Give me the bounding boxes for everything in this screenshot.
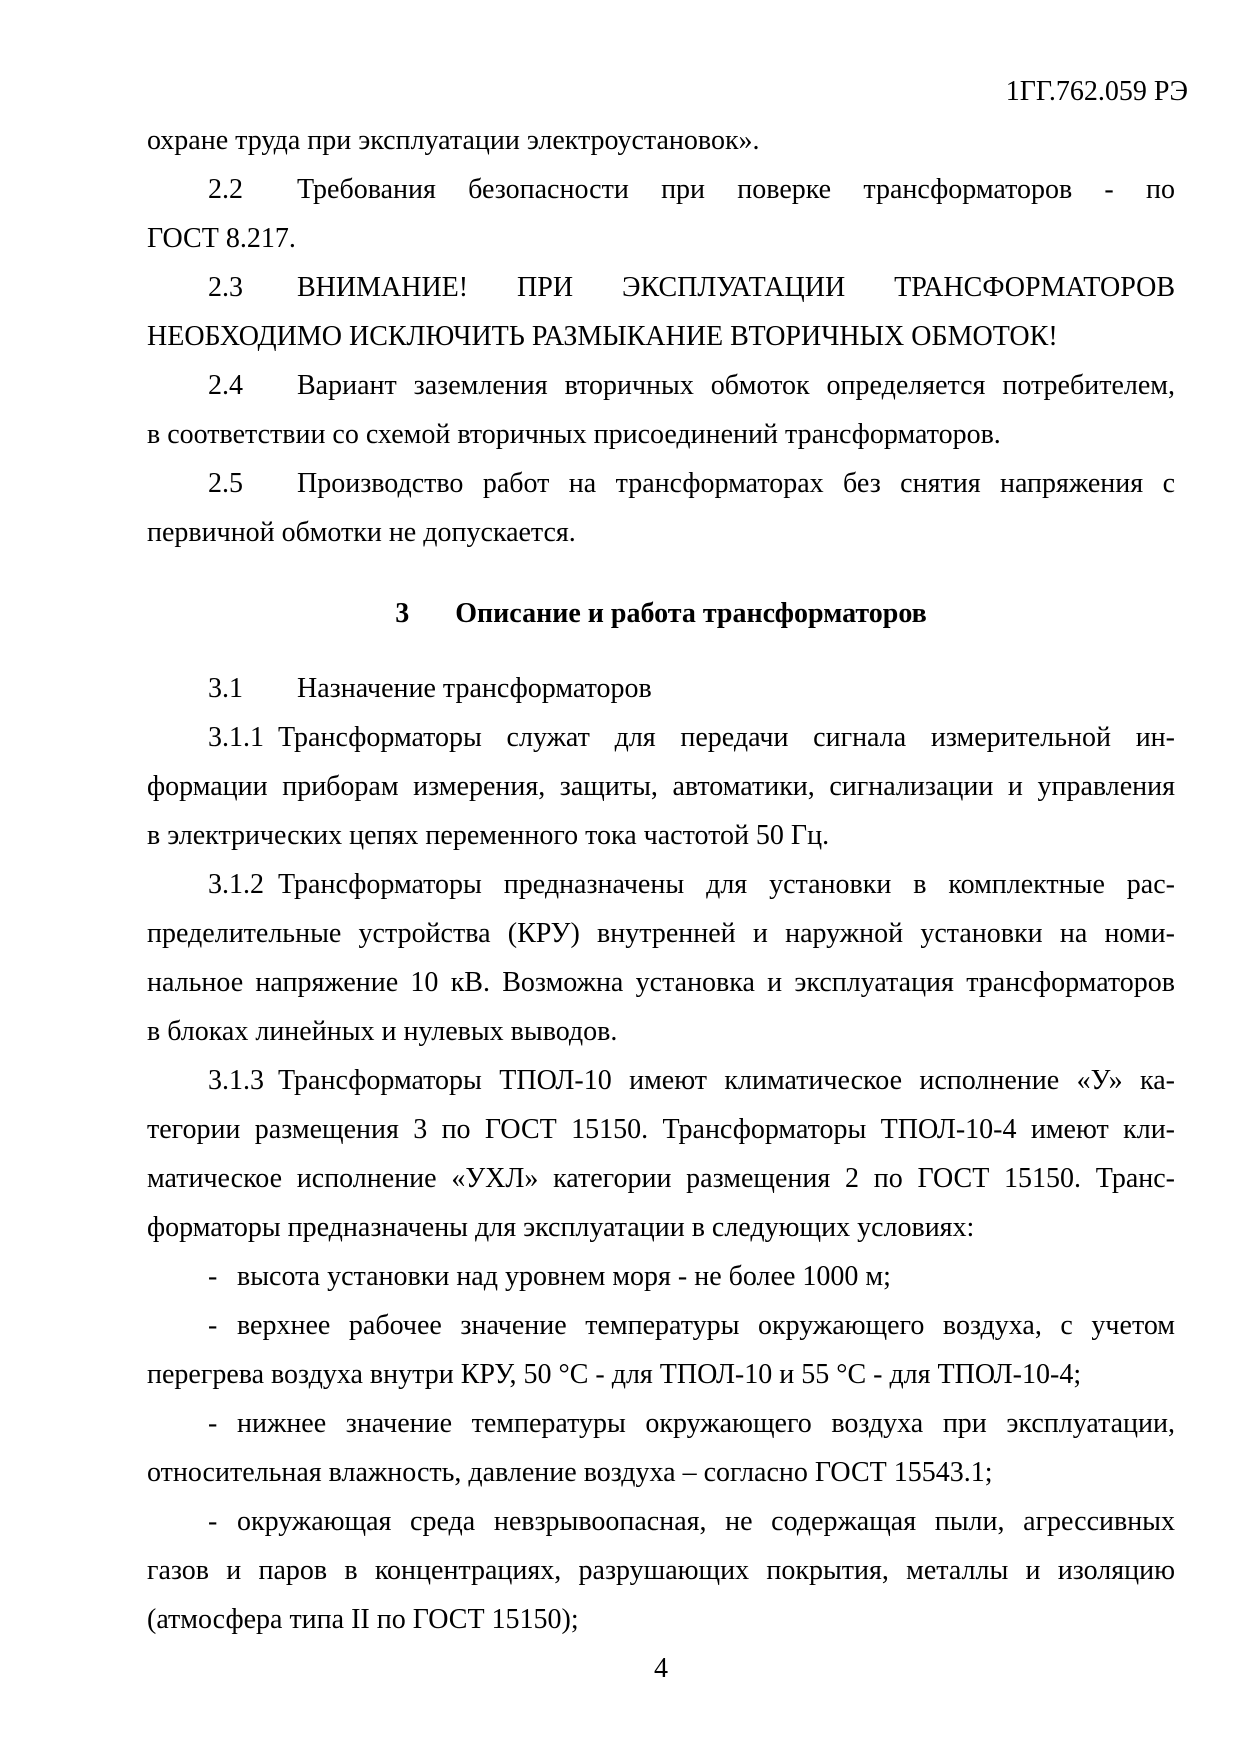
text-line: - нижнее значение температуры окружающего воздуха при эксплуатации,: [147, 1399, 1175, 1448]
text-line: матическое исполнение «УХЛ» категории размещения 2 по ГОСТ 15150. Транс-: [147, 1163, 1175, 1194]
text-line: 3.1 Назначение трансформаторов: [147, 664, 1175, 713]
section-heading: 3 Описание и работа трансформаторов: [147, 589, 1175, 638]
list-item: [147, 1399, 1175, 1497]
list-item-dash: -: [208, 1261, 218, 1292]
text-line: ГОСТ 8.217.: [147, 223, 296, 254]
document-content: [147, 116, 1175, 1644]
text-line: (атмосфера типа II по ГОСТ 15150);: [147, 1604, 579, 1635]
list-item-dash: -: [208, 1506, 218, 1537]
text-line: НЕОБХОДИМО ИСКЛЮЧИТЬ РАЗМЫКАНИЕ ВТОРИЧНЫХ ОБМОТОК!: [147, 321, 1058, 352]
text-line: охране труда при эксплуатации электроустановок».: [147, 125, 760, 156]
paragraph-number: 2.2: [208, 174, 243, 205]
section-heading-number: 3: [395, 598, 410, 629]
list-item: [147, 1497, 1175, 1644]
text-line: - верхнее рабочее значение температуры окружающего воздуха, с учетом: [147, 1301, 1175, 1350]
list-item: [147, 1252, 1175, 1301]
paragraph-number: 3.1.3: [208, 1065, 264, 1096]
text-line: формации приборам измерения, защиты, автоматики, сигнализации и управления: [147, 771, 1175, 802]
numbered-paragraph: [147, 459, 1175, 557]
text-line: в электрических цепях переменного тока частотой 50 Гц.: [147, 820, 830, 851]
list-item-dash: -: [208, 1408, 218, 1439]
numbered-paragraph: [147, 664, 1175, 713]
text-line: тегории размещения 3 по ГОСТ 15150. Трансформаторы ТПОЛ-10-4 имеют кли-: [147, 1114, 1175, 1145]
text-line: пределительные устройства (КРУ) внутренней и наружной установки на номи-: [147, 918, 1175, 949]
numbered-paragraph: [147, 361, 1175, 459]
text-line: газов и паров в концентрациях, разрушающих покрытия, металлы и изоляцию: [147, 1555, 1175, 1586]
numbered-paragraph: [147, 860, 1175, 1056]
paragraph-number: 3.1.1: [208, 722, 264, 753]
paragraph-number: 2.4: [208, 370, 243, 401]
text-line: в блоках линейных и нулевых выводов.: [147, 1016, 618, 1047]
paragraph-number: 3.1.2: [208, 869, 264, 900]
numbered-paragraph: [147, 263, 1175, 361]
text-line: 2.5 Производство работ на трансформаторах без снятия напряжения с: [147, 459, 1175, 508]
text-line: 2.2 Требования безопасности при поверке трансформаторов - по: [147, 165, 1175, 214]
page-number: 4: [654, 1653, 668, 1684]
paragraph-number: 2.3: [208, 272, 243, 303]
text-line: в соответствии со схемой вторичных присоединений трансформаторов.: [147, 419, 1001, 450]
numbered-paragraph: [147, 713, 1175, 860]
list-item: [147, 1301, 1175, 1399]
numbered-paragraph: [147, 1056, 1175, 1252]
text-line: 3.1.3 Трансформаторы ТПОЛ-10 имеют климатическое исполнение «У» ка-: [147, 1056, 1175, 1105]
text-line: относительная влажность, давление воздуха – согласно ГОСТ 15543.1;: [147, 1457, 993, 1488]
text-line: 3.1.2 Трансформаторы предназначены для установки в комплектные рас-: [147, 860, 1175, 909]
text-line: первичной обмотки не допускается.: [147, 517, 576, 548]
text-line: форматоры предназначены для эксплуатации в следующих условиях:: [147, 1212, 975, 1243]
text-line: 2.4 Вариант заземления вторичных обмоток определяется потребителем,: [147, 361, 1175, 410]
continuation-paragraph: [147, 116, 1175, 165]
numbered-paragraph: [147, 165, 1175, 263]
text-line: перегрева воздуха внутри КРУ, 50 °С - для ТПОЛ-10 и 55 °С - для ТПОЛ-10-4;: [147, 1359, 1082, 1390]
text-line: - окружающая среда невзрывоопасная, не содержащая пыли, агрессивных: [147, 1497, 1175, 1546]
text-line: 3.1.1 Трансформаторы служат для передачи сигнала измерительной ин-: [147, 713, 1175, 762]
doc-code: 1ГГ.762.059 РЭ: [1005, 76, 1188, 107]
text-line: нальное напряжение 10 кВ. Возможна установка и эксплуатация трансформаторов: [147, 967, 1175, 998]
paragraph-number: 2.5: [208, 468, 243, 499]
list-item-dash: -: [208, 1310, 218, 1341]
text-line: - высота установки над уровнем моря - не более 1000 м;: [147, 1252, 1175, 1301]
text-line: 2.3 ВНИМАНИЕ! ПРИ ЭКСПЛУАТАЦИИ ТРАНСФОРМАТОРОВ: [147, 263, 1175, 312]
paragraph-number: 3.1: [208, 673, 243, 704]
